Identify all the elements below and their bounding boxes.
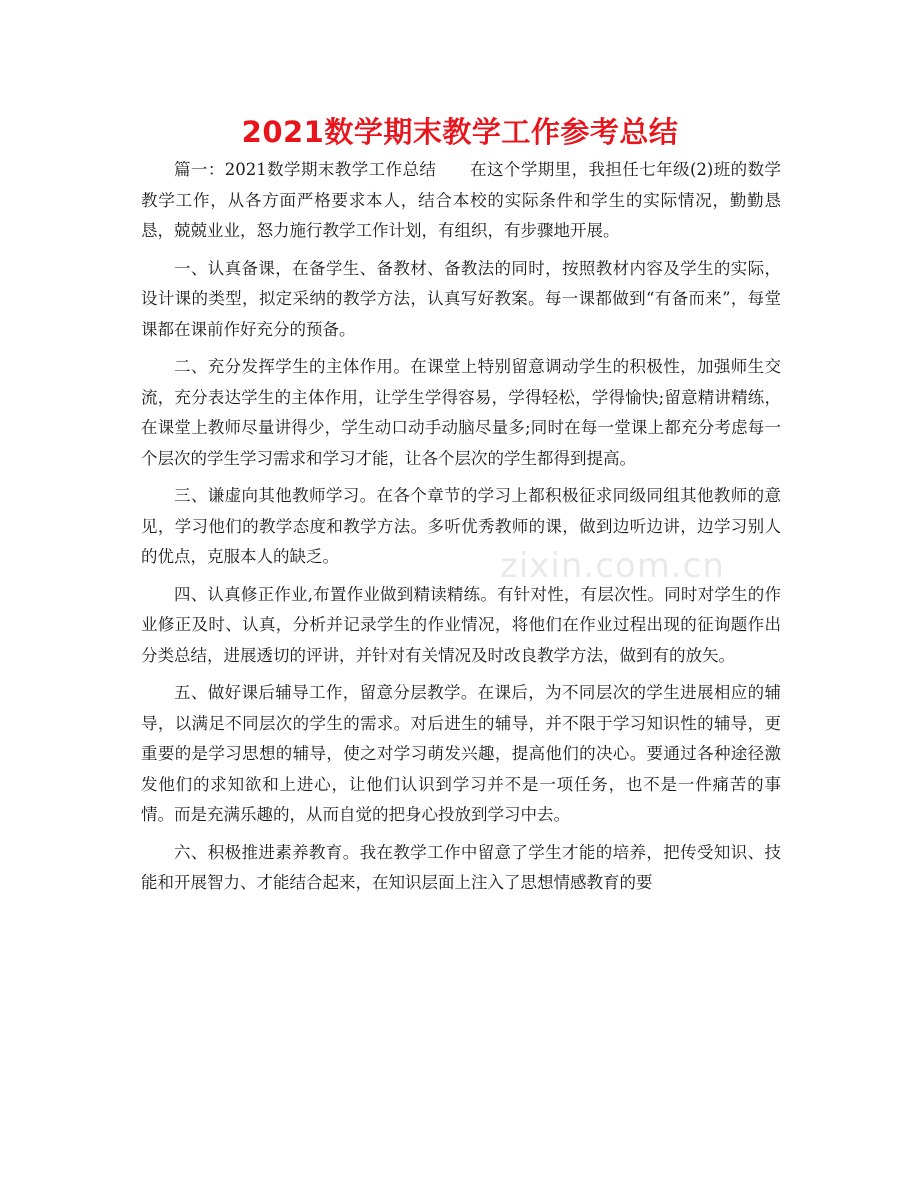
document-body	[141, 155, 781, 899]
watermark-text: zixin.com.cn	[500, 546, 725, 586]
paragraph-4: 四、认真修正作业,布置作业做到精读精练。有针对性，有层次性。同时对学生的作业修正及时、认真，分析并记录学生的作业情况，将他们在作业过程出现的征询题作出分类总结，进展透切的评讲，并针对有关情况及时改良教学方法，做到有的放矢。	[141, 584, 781, 665]
paragraph-2: 二、充分发挥学生的主体作用。在课堂上特别留意调动学生的积极性，加强师生交流，充分表达学生的主体作用，让学生学得容易，学得轻松，学得愉快;留意精讲精练，在课堂上教师尽量讲得少，学生动口动手动脑尽量多;同时在每一堂课上都充分考虑每一个层次的学生学习需求和学习才能，让各个层次的学生都得到提高。	[141, 357, 781, 468]
paragraph-intro: 篇一：2021数学期末教学工作总结 在这个学期里，我担任七年级(2)班的数学教学工作，从各方面严格要求本人，结合本校的实际条件和学生的实际情况，勤勤恳恳，兢兢业业，怒力施行教学工作计划，有组织，有步骤地开展。	[141, 160, 781, 240]
paragraph-6: 六、积极推进素养教育。我在教学工作中留意了学生才能的培养，把传受知识、技能和开展智力、才能结合起来，在知识层面上注入了思想情感教育的要	[141, 842, 781, 892]
paragraph-3: 三、谦虚向其他教师学习。在各个章节的学习上都积极征求同级同组其他教师的意见，学习他们的教学态度和教学方法。多听优秀教师的课，做到边听边讲，边学习别人的优点，克服本人的缺乏。	[141, 486, 781, 566]
paragraph-1: 一、认真备课，在备学生、备教材、备教法的同时，按照教材内容及学生的实际，设计课的类型，拟定采纳的教学方法，认真写好教案。每一课都做到“有备而来”，每堂课都在课前作好充分的预备。	[141, 258, 781, 339]
document-title: 2021数学期末教学工作参考总结	[241, 115, 679, 149]
paragraph-5: 五、做好课后辅导工作，留意分层教学。在课后，为不同层次的学生进展相应的辅导，以满足不同层次的学生的需求。对后进生的辅导，并不限于学习知识性的辅导，更重要的是学习思想的辅导，使之对学习萌发兴趣，提高他们的决心。要通过各种途径激发他们的求知欲和上进心，让他们认识到学习并不是一项任务，也不是一件痛苦的事情。而是充满乐趣的，从而自觉的把身心投放到学习中去。	[141, 683, 781, 824]
